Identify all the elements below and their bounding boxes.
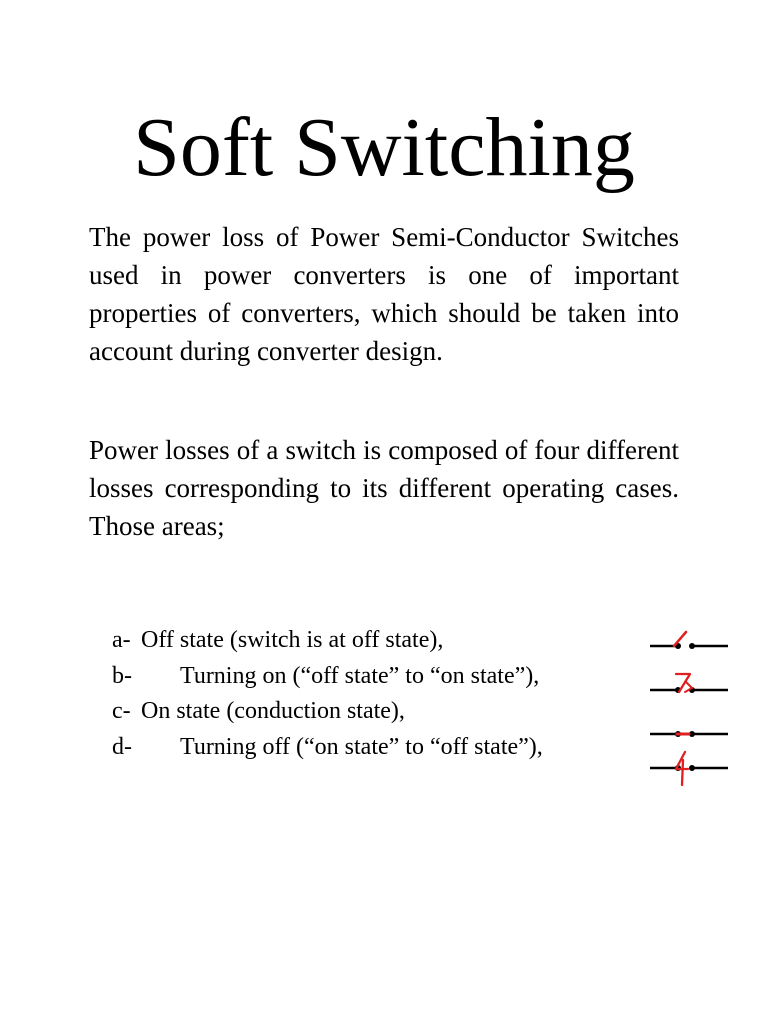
switch-turning-on-icon — [650, 674, 728, 693]
list-marker: b- — [112, 662, 132, 689]
operating-cases-list — [112, 623, 632, 765]
list-marker: a- — [112, 627, 131, 653]
list-item — [112, 694, 632, 730]
switch-closed-icon — [650, 731, 728, 737]
list-item — [112, 730, 632, 766]
losses-paragraph: Power losses of a switch is composed of four different losses corresponding to its different operating cases. Those areas; — [89, 435, 679, 541]
switch-symbols — [642, 622, 738, 792]
list-item-text: On state (conduction state), — [141, 698, 405, 724]
list-item-text: Turning on (“off state” to “on state”), — [180, 662, 540, 689]
list-item — [112, 623, 632, 659]
intro-paragraph: The power loss of Power Semi-Conductor Switches used in power converters is one of important properties of converters, which should be taken into account during converter design. — [89, 222, 679, 366]
list-item-text: Turning off (“on state” to “off state”), — [180, 733, 543, 760]
list-marker: d- — [112, 733, 132, 760]
list-item-text: Off state (switch is at off state), — [141, 627, 444, 653]
list-marker: c- — [112, 698, 131, 724]
list-item — [112, 659, 632, 695]
switch-open-icon — [650, 632, 728, 649]
switch-turning-off-icon — [650, 752, 728, 785]
page-title: Soft Switching — [133, 101, 635, 194]
